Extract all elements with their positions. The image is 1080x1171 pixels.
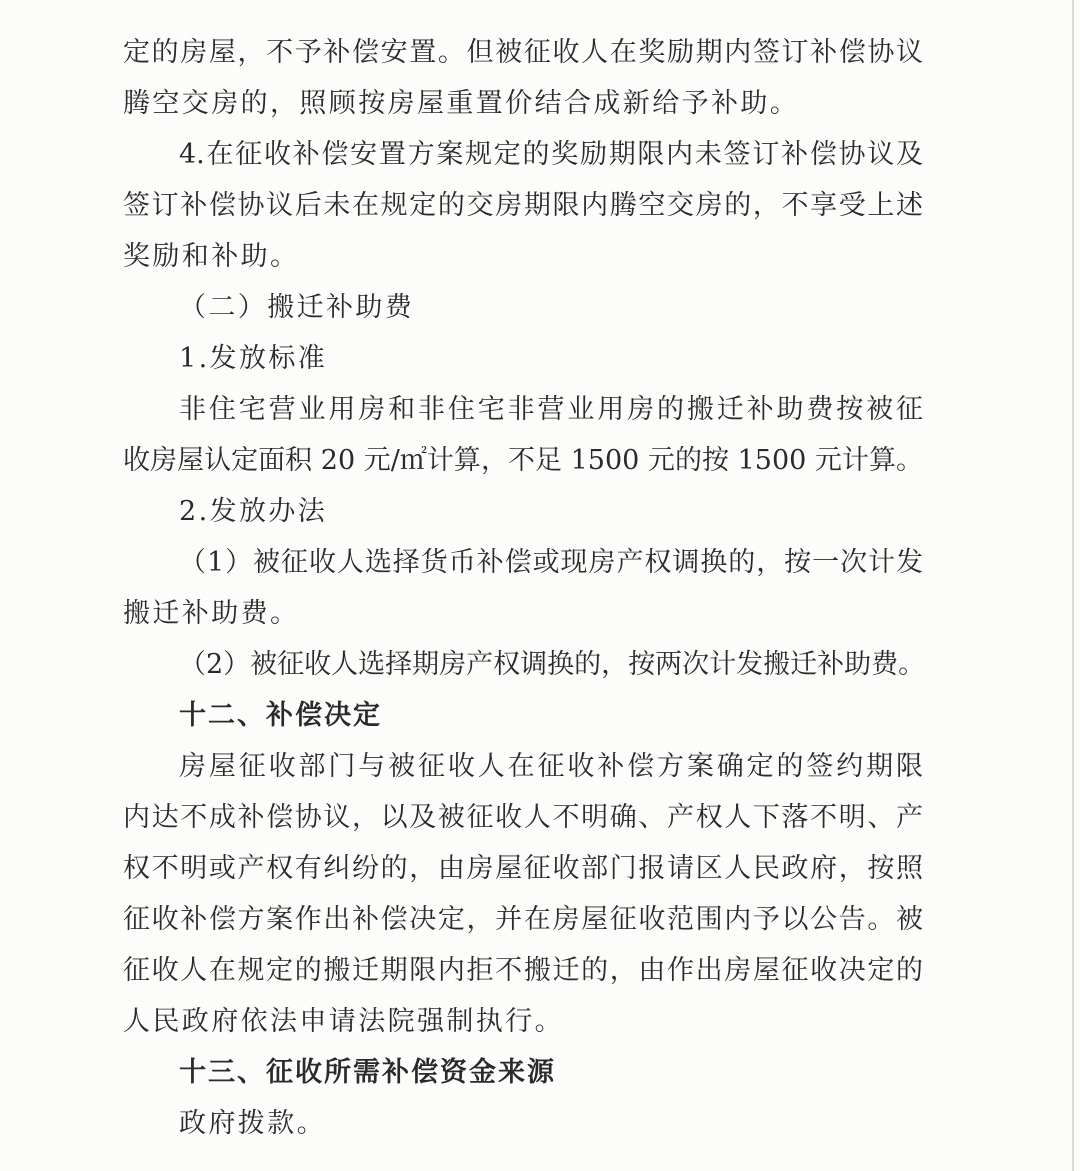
paragraph-line: （2）被征收人选择期房产权调换的，按两次计发搬迁补助费。 <box>179 649 926 680</box>
document-body <box>123 27 926 1149</box>
paragraph-line: 政府拨款。 <box>179 1108 326 1139</box>
paragraph-line: 搬迁补助费。 <box>123 598 300 629</box>
section-subheading: （二）搬迁补助费 <box>179 292 415 323</box>
paragraph-line: 房屋征收部门与被征收人在征收补偿方案确定的签约期限 <box>179 751 923 782</box>
item-heading: 2.发放办法 <box>179 496 328 527</box>
page-edge-line <box>1072 0 1074 1171</box>
paragraph-line: 收房屋认定面积 20 元/㎡计算，不足 1500 元的按 1500 元计算。 <box>123 445 923 476</box>
section-heading: 十三、征收所需补偿资金来源 <box>179 1057 556 1088</box>
paragraph-line: 权不明或产权有纠纷的，由房屋征收部门报请区人民政府，按照 <box>123 853 923 884</box>
paragraph-line: 内达不成补偿协议，以及被征收人不明确、产权人下落不明、产 <box>123 802 923 833</box>
paragraph-line: 征收补偿方案作出补偿决定，并在房屋征收范围内予以公告。被 <box>123 904 923 935</box>
paragraph-line: 征收人在规定的搬迁期限内拒不搬迁的，由作出房屋征收决定的 <box>123 955 923 986</box>
paragraph-line: 4.在征收补偿安置方案规定的奖励期限内未签订补偿协议及 <box>179 139 923 170</box>
section-heading: 十二、补偿决定 <box>179 700 382 731</box>
paragraph-line: 腾空交房的，照顾按房屋重置价结合成新给予补助。 <box>123 88 800 119</box>
paragraph-line: 奖励和补助。 <box>123 241 300 272</box>
paragraph-line: 签订补偿协议后未在规定的交房期限内腾空交房的，不享受上述 <box>123 190 923 221</box>
paragraph-line: 人民政府依法申请法院强制执行。 <box>123 1006 564 1037</box>
paragraph-line: 定的房屋，不予补偿安置。但被征收人在奖励期内签订补偿协议 <box>123 37 923 68</box>
paragraph-line: （1）被征收人选择货币补偿或现房产权调换的，按一次计发 <box>179 547 923 578</box>
item-heading: 1.发放标准 <box>179 343 328 374</box>
paragraph-line: 非住宅营业用房和非住宅非营业用房的搬迁补助费按被征 <box>179 394 923 425</box>
